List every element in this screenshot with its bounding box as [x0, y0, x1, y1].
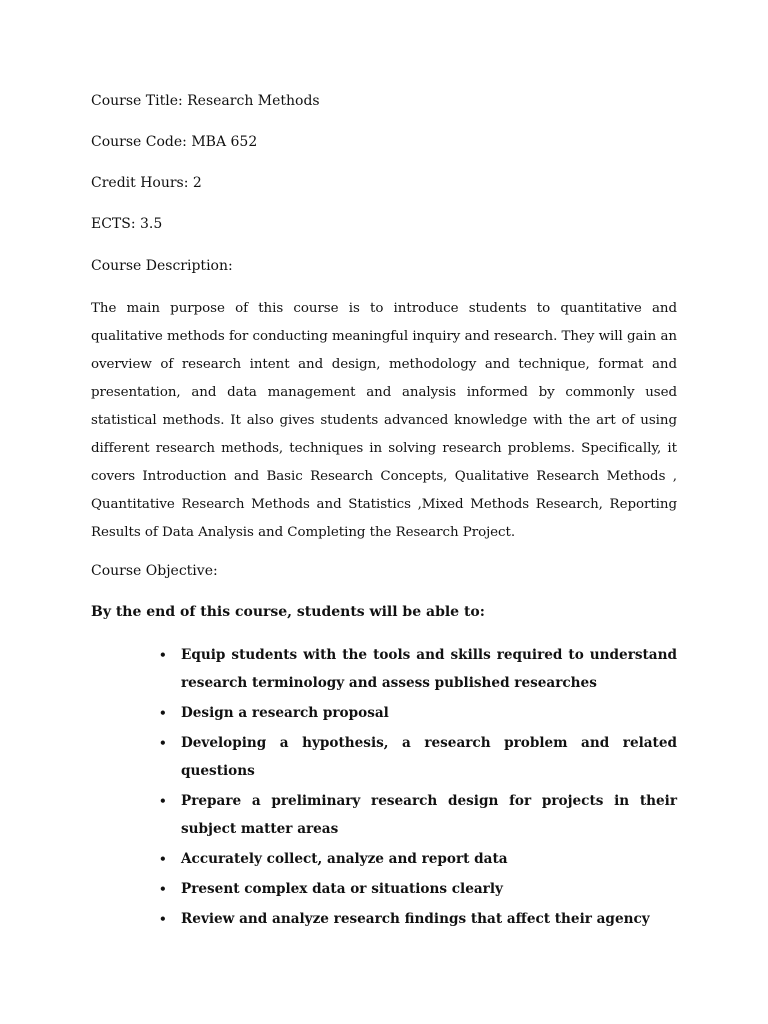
objective-item: [91, 875, 677, 903]
bullet-icon: •: [159, 912, 167, 926]
objective-text: Review and analyze research findings that affect their agency: [181, 911, 650, 927]
course-title: Course Title: Research Methods: [91, 93, 320, 109]
objective-text: Accurately collect, analyze and report data: [181, 851, 508, 867]
objective-text: Present complex data or situations clearly: [181, 881, 503, 897]
objective-item: [91, 729, 677, 785]
objective-text: Developing a hypothesis, a research problem and related questions: [181, 735, 677, 779]
objective-item: [91, 699, 677, 727]
objective-text: Prepare a preliminary research design for projects in their subject matter areas: [181, 793, 677, 837]
course-description: The main purpose of this course is to introduce students to quantitative and qualitative methods for conducting meaningful inquiry and research. They will gain an overview of research intent and design, methodology and technique, format and presentation, and data management and analysis informed by commonly used statistical methods. It also gives students advanced knowledge with the art of using different research methods, techniques in solving research problems. Specifically, it covers Introduction and Basic Research Concepts, Qualitative Research Methods , Quantitative Research Methods and Statistics ,Mixed Methods Research, Reporting Results of Data Analysis and Completing the Research Project.: [91, 301, 677, 540]
bullet-icon: •: [159, 706, 167, 720]
objective-text: Design a research proposal: [181, 705, 389, 721]
bullet-icon: •: [159, 794, 167, 808]
objectives-list: [91, 641, 677, 935]
objective-item: [91, 845, 677, 873]
bullet-icon: •: [159, 736, 167, 750]
bullet-icon: •: [159, 882, 167, 896]
bullet-icon: •: [159, 852, 167, 866]
objective-heading: Course Objective:: [91, 563, 218, 579]
credit-hours: Credit Hours: 2: [91, 175, 202, 191]
objective-item: [91, 641, 677, 697]
objective-intro: By the end of this course, students will be able to:: [91, 604, 485, 620]
description-heading: Course Description:: [91, 258, 233, 274]
objective-text: Equip students with the tools and skills required to understand research terminology and assess published researches: [181, 647, 677, 691]
ects: ECTS: 3.5: [91, 216, 163, 232]
objective-item: [91, 905, 677, 933]
objective-item: [91, 787, 677, 843]
course-code: Course Code: MBA 652: [91, 134, 258, 150]
bullet-icon: •: [159, 648, 167, 662]
